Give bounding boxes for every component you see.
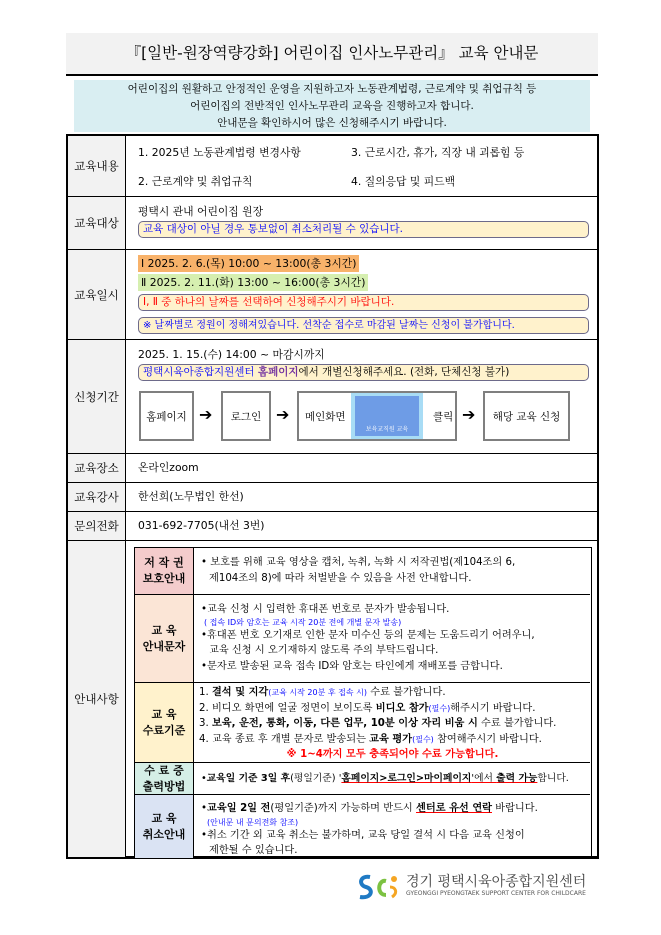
intro-box: [74, 80, 590, 132]
target-note: 교육 대상이 아닐 경우 통보없이 취소처리될 수 있습니다.: [138, 221, 589, 238]
intro-line: 어린이집의 원활하고 안정적인 운영을 지원하고자 노동관계법령, 근로계약 및 취업규칙 등: [127, 83, 537, 95]
row-apply: [68, 340, 597, 454]
arrow-icon: ➔: [199, 405, 213, 424]
apply-note: [138, 364, 589, 381]
step-main-label: 메인화면: [305, 410, 346, 423]
t: (평일기준)까지 가능하며 반드시: [270, 803, 417, 814]
row-label: 교육대상: [68, 197, 126, 249]
session-1: Ⅰ 2025. 2. 6.(목) 10:00 ~ 13:00(총 3시간): [138, 255, 359, 272]
notice-label: 취소안내: [142, 827, 186, 841]
t: 바랍니다.: [492, 803, 538, 814]
phone-value: 031-692-7705(내선 3번): [138, 519, 265, 532]
org-name-en: GYEONGGI PYEONGTAEK SUPPORT CENTER FOR CHILDCARE: [406, 890, 586, 897]
arrow-icon: ➔: [276, 405, 290, 424]
row-label: 안내사항: [68, 541, 126, 857]
notice-label: 보호안내: [142, 572, 186, 585]
notice-label: 수료기준: [142, 723, 186, 737]
page-title: 『[일반-원장역량강화] 어린이집 인사노무관리』 교육 안내문: [66, 33, 598, 76]
t: (필수): [428, 703, 451, 713]
t: 참여해주시기 바랍니다.: [433, 733, 542, 745]
apply-note-org: 평택시육아종합지원센터: [143, 366, 258, 378]
notice-certificate: [135, 763, 590, 795]
row-label: 교육내용: [68, 136, 126, 196]
info-table: [66, 134, 599, 859]
place-value: 온라인zoom: [138, 461, 199, 474]
content-item: 3. 근로시간, 휴가, 직장 내 괴롭힘 등: [351, 146, 525, 159]
t: (평일기준) ': [290, 773, 342, 784]
row-phone: [68, 512, 597, 541]
row-label: 신청기간: [68, 340, 126, 453]
t: 해주시기 바랍니다.: [450, 702, 536, 714]
notice-text: •문자로 발송된 교육 접속 ID와 암호는 타인에게 재배포를 금합니다.: [201, 660, 503, 672]
notice-text: 제한될 수 있습니다.: [209, 845, 298, 856]
intro-line: 어린이집의 전반적인 인사노무관리 교육을 진행하고자 합니다.: [190, 100, 474, 112]
t: 수료 불가합니다.: [477, 718, 557, 729]
notice-text: •휴대폰 번호 오기재로 인한 문자 미수신 등의 문제는 도움드리기 어려우니,: [201, 629, 535, 641]
notice-subtext: (안내문 내 문의전화 참조): [207, 817, 299, 827]
target-text: 평택시 관내 어린이집 원장: [138, 205, 264, 218]
t: 보육, 운전, 통화, 이동, 다른 업무, 10분 이상 자리 비움 시: [211, 718, 478, 729]
notice-cancel: [135, 795, 590, 858]
intro-line: 안내문을 확인하시어 많은 신청해주시기 바랍니다.: [217, 117, 447, 129]
row-schedule: [68, 250, 597, 340]
t: •: [201, 773, 207, 784]
notice-sms: [135, 595, 590, 683]
row-label: 교육강사: [68, 483, 126, 511]
arrow-icon: ➔: [462, 405, 476, 424]
t: 교육일 기준 3일 후: [206, 773, 291, 784]
row-instructor: [68, 483, 597, 512]
t: 교육일 2일 전: [207, 803, 271, 814]
t: 1.: [199, 687, 212, 698]
mypage-path: 홈페이지>로그인>마이페이지: [341, 773, 472, 784]
org-name: 경기 평택시육아종합지원센터: [406, 874, 587, 890]
row-label: 교육장소: [68, 454, 126, 482]
homepage-link[interactable]: 홈페이지: [257, 366, 299, 378]
t: 2. 비디오 화면에 얼굴 정면이 보이도록: [199, 702, 376, 714]
notice-label: 출력방법: [142, 779, 186, 793]
t: 센터로 유선 연락: [416, 803, 492, 814]
t: 비디오 참가: [375, 702, 429, 714]
logo-icon: [356, 871, 402, 901]
banner-education: [351, 393, 423, 439]
notice-text: 제104조의 8)에 따라 처벌받을 수 있음을 사전 안내합니다.: [209, 572, 472, 584]
t: 수료 불가합니다.: [366, 687, 446, 698]
notice-label: 저 작 권: [144, 556, 184, 569]
book-icon: [355, 396, 419, 436]
schedule-warning: ※ 날짜별로 정원이 정해져있습니다. 선착순 접수로 마감된 날짜는 신청이 불가합니다.: [138, 317, 589, 334]
schedule-note: Ⅰ, Ⅱ 중 하나의 날짜를 선택하여 신청해주시기 바랍니다.: [138, 294, 589, 311]
t: 합니다.: [537, 773, 569, 784]
row-label: 문의전화: [68, 512, 126, 540]
t: (교육 시작 20분 후 접속 시): [268, 688, 367, 697]
step-login: 로그인: [221, 391, 271, 441]
t: 출력 가능: [496, 773, 538, 784]
banner-label: 보육교직원 교육: [365, 426, 409, 433]
t: 4. 교육 종료 후 개별 문자로 발송되는: [199, 733, 370, 745]
row-notices: [68, 541, 597, 857]
completion-item: [199, 685, 586, 701]
notice-label: 수 료 증: [144, 763, 184, 777]
completion-item: [199, 701, 586, 717]
row-target: [68, 197, 597, 250]
t: 3.: [199, 718, 212, 729]
apply-note-text: 에서 개별신청해주세요. (전화, 단체신청 불가): [298, 366, 510, 378]
session-2: Ⅱ 2025. 2. 11.(화) 13:00 ~ 16:00(총 3시간): [138, 274, 368, 291]
t: •: [201, 803, 208, 814]
notice-subtext: ( 접속 ID와 암호는 교육 시작 20분 전에 개별 문자 발송): [204, 617, 402, 627]
apply-period: 2025. 1. 15.(수) 14:00 ~ 마감시까지: [138, 348, 325, 361]
notice-label: 안내문자: [142, 639, 186, 653]
t: 교육 평가: [369, 733, 413, 745]
notices-table: [134, 547, 592, 859]
notice-label: 교 육: [151, 707, 177, 721]
row-label: 교육일시: [68, 250, 126, 339]
footer-logo: [356, 869, 596, 903]
t: '에서: [471, 773, 497, 784]
completion-item: [199, 732, 586, 748]
content-item: 2. 근로계약 및 취업규칙: [138, 175, 253, 188]
notice-completion: [135, 683, 590, 763]
notice-text: 교육 신청 시 오기재하지 않도록 주의 부탁드립니다.: [209, 645, 439, 656]
instructor-value: 한선희(노무법인 한선): [138, 490, 244, 503]
row-place: [68, 454, 597, 483]
step-main: [297, 391, 457, 441]
content-item: 1. 2025년 노동관계법령 변경사항: [138, 146, 301, 159]
notice-text: •취소 기간 외 교육 취소는 불가하며, 교육 당일 결석 시 다음 교육 신청이: [201, 829, 525, 841]
row-content: [68, 136, 597, 197]
notice-copyright: [135, 548, 590, 595]
t: (필수): [412, 734, 434, 744]
step-apply: 해당 교육 신청: [483, 391, 570, 441]
completion-warning: ※ 1~4까지 모두 충족되어야 수료 가능합니다.: [286, 749, 499, 760]
notice-label: 교 육: [151, 623, 177, 637]
step-homepage: 홈페이지: [139, 391, 194, 441]
content-item: 4. 질의응답 및 피드백: [351, 175, 456, 188]
step-click-label: 클릭: [433, 410, 454, 423]
notice-text: •교육 신청 시 입력한 휴대폰 번호로 문자가 발송됩니다.: [201, 604, 450, 615]
notice-text: • 보호를 위해 교육 영상을 캡처, 녹취, 녹화 시 저작권법(제104조의 6,: [201, 557, 516, 568]
completion-item: [199, 716, 586, 732]
t: 결석 및 지각: [211, 687, 269, 698]
notice-label: 교 육: [151, 811, 177, 825]
